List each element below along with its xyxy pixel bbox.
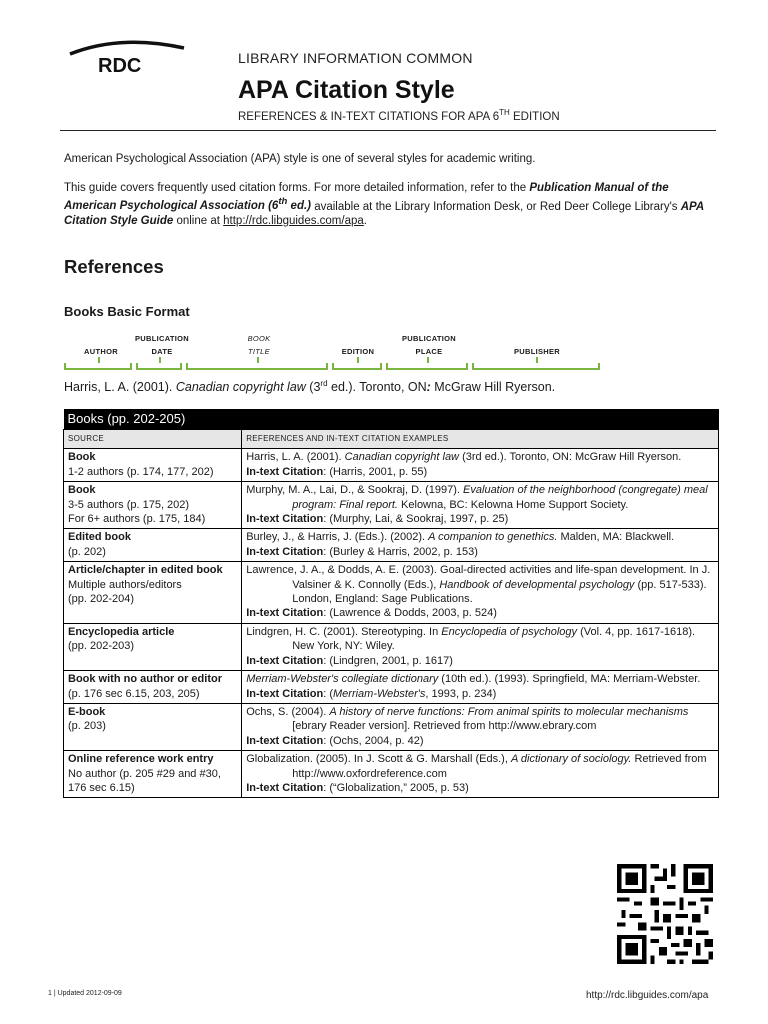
bracket-edition xyxy=(332,363,382,370)
table-row: Article/chapter in edited book Multiple authors/editors (pp. 202-204) Lawrence, J. A., & Dodds, A. E. (2003). Goal-directed activities and life-span development. In J. Valsiner & K. Connolly (Eds.), Handbook of developmental psychology (pp. 517-533). London, England: Sage Publications. In-text Citation: (Lawrence & Dodds, 2003, p. 524) xyxy=(64,562,719,624)
qr-code-icon[interactable] xyxy=(613,860,717,968)
column-header-source: SOURCE xyxy=(64,430,242,449)
page-title: APA Citation Style xyxy=(238,76,455,104)
format-example: Harris, L. A. (2001). Canadian copyright law (3rd ed.). Toronto, ON: McGraw Hill Ryerson. xyxy=(64,379,556,395)
page-subtitle: REFERENCES & IN-TEXT CITATIONS FOR APA 6TH EDITION xyxy=(238,108,560,123)
table-row: Book 1-2 authors (p. 174, 177, 202) Harris, L. A. (2001). Canadian copyright law (3rd ed.). Toronto, ON: McGraw Hill Ryerson. In-text Citation: (Harris, 2001, p. 55) xyxy=(64,449,719,482)
footer-url[interactable]: http://rdc.libguides.com/apa xyxy=(586,990,709,1001)
svg-text:RDC: RDC xyxy=(98,55,142,77)
table-row: E-book (p. 203) Ochs, S. (2004). A history of nerve functions: From animal spirits to molecular mechanisms [ebrary Reader version]. Retrieved from http://www.ebrary.com In-text Citation: (Ochs, 2004, p. 42) xyxy=(64,703,719,750)
references-heading: References xyxy=(64,256,164,277)
rdc-logo xyxy=(60,38,190,78)
header-rule xyxy=(60,130,716,131)
footer-page-updated: 1 | Updated 2012-09-09 xyxy=(48,990,122,997)
table-title: Books (pp. 202-205) xyxy=(64,409,719,430)
table-row: Edited book (p. 202) Burley, J., & Harris, J. (Eds.). (2002). A companion to genethics. Malden, MA: Blackwell. In-text Citation: (Burley & Harris, 2002, p. 153) xyxy=(64,529,719,562)
bracket-book-title xyxy=(186,363,328,370)
intro-paragraph-1: American Psychological Association (APA) style is one of several styles for academic writing. xyxy=(64,153,536,165)
bracket-author xyxy=(64,363,132,370)
books-citation-table xyxy=(63,409,719,798)
column-header-references: REFERENCES AND IN-TEXT CITATION EXAMPLES xyxy=(242,430,719,449)
bracket-publication-place xyxy=(386,363,468,370)
label-publisher: PUBLISHER xyxy=(513,347,561,356)
intro-paragraph-2: This guide covers frequently used citation forms. For more detailed information, refer to the Publication Manual of the American Psychological Association (6th ed.) available at the Library Information Desk, or Red Deer College Library's APA Citation Style Guide online at http://rdc.libguides.com/apa. xyxy=(64,182,704,227)
label-publication-place: PUBLICATION PLACE xyxy=(402,334,456,356)
label-edition: EDITION xyxy=(341,347,375,356)
table-row: Online reference work entry No author (p. 205 #29 and #30, 176 sec 6.15) Globalization. (2005). In J. Scott & G. Marshall (Eds.), A dictionary of sociology. Retrieved from http://www.oxfordreference.com In-text Citation: (“Globalization,” 2005, p. 53) xyxy=(64,751,719,798)
org-line: LIBRARY INFORMATION COMMON xyxy=(238,50,473,66)
books-basic-format-heading: Books Basic Format xyxy=(64,304,190,319)
table-row: Book 3-5 authors (p. 175, 202) For 6+ authors (p. 175, 184) Murphy, M. A., Lai, D., & Sookraj, D. (1997). Evaluation of the neighborhood (congregate) meal program: Final report. Kelowna, BC: Kelowna Home Support Society. In-text Citation: (Murphy, Lai, & Sookraj, 1997, p. 25) xyxy=(64,482,719,529)
label-author: AUTHOR xyxy=(84,347,118,356)
bracket-publisher xyxy=(472,363,600,370)
label-book-title: BOOK TITLE xyxy=(247,334,271,356)
label-publication-date: PUBLICATION DATE xyxy=(135,334,189,356)
bracket-publication-date xyxy=(136,363,182,370)
libguides-link[interactable]: http://rdc.libguides.com/apa xyxy=(223,214,364,227)
table-row: Book with no author or editor (p. 176 sec 6.15, 203, 205) Merriam-Webster's collegiate dictionary (10th ed.). (1993). Springfield, MA: Merriam-Webster. In-text Citation: (Merriam-Webster's, 1993, p. 234) xyxy=(64,671,719,704)
table-row: Encyclopedia article (pp. 202-203) Lindgren, H. C. (2001). Stereotyping. In Encyclopedia of psychology (Vol. 4, pp. 1617-1618). New York, NY: Wiley. In-text Citation: (Lindgren, 2001, p. 1617) xyxy=(64,623,719,670)
